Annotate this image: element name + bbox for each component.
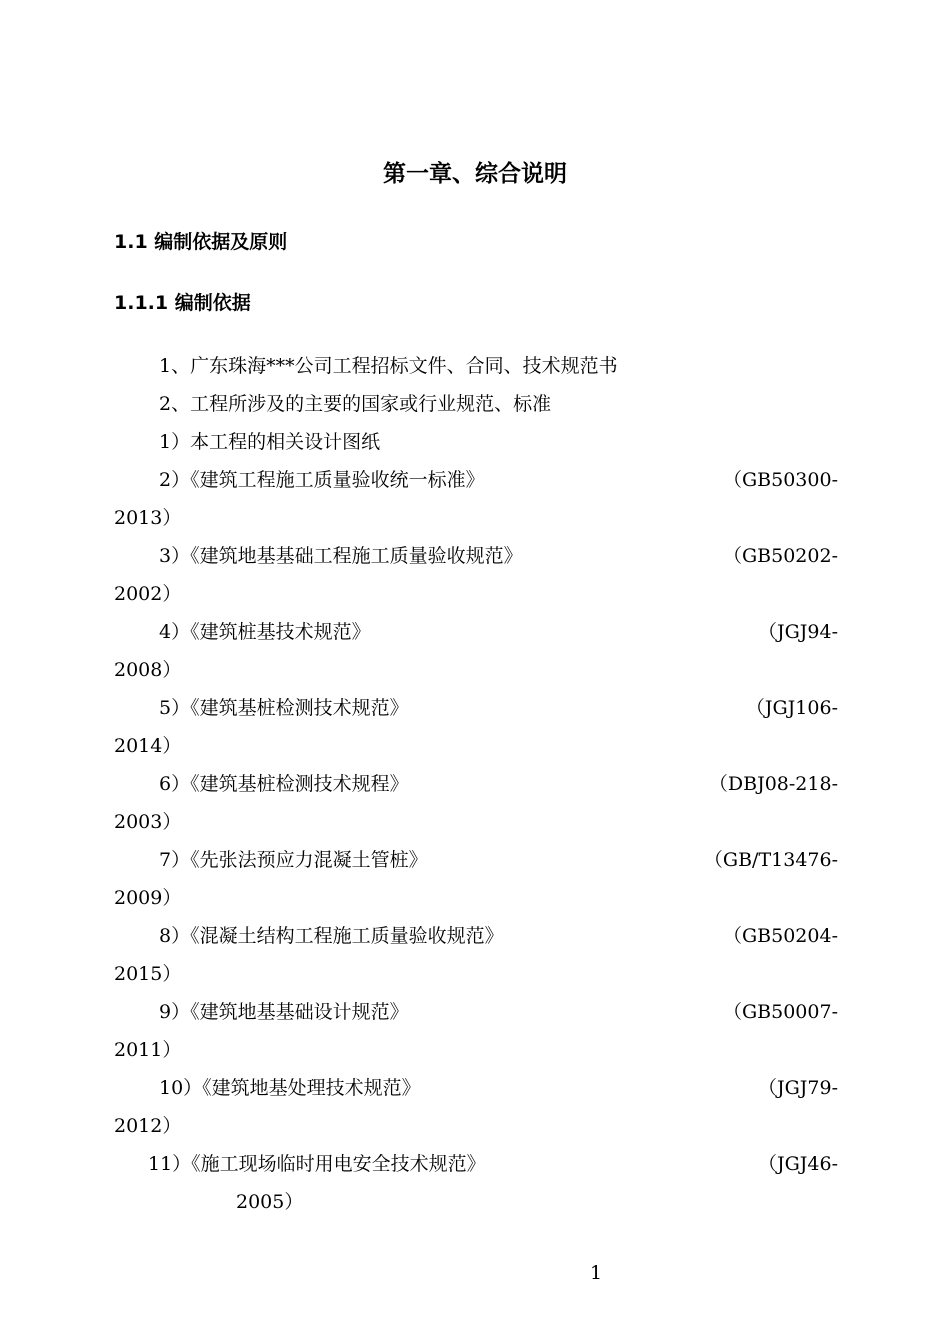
standard-title: 9）《建筑地基基础设计规范》 (159, 1001, 409, 1023)
standard-year: 2012） (114, 1115, 182, 1137)
standard-code: （GB/T13476- (703, 849, 838, 871)
standard-title: 8）《混凝土结构工程施工质量验收规范》 (159, 925, 504, 947)
chapter-title: 第一章、综合说明 (383, 161, 567, 187)
standard-item (114, 1148, 838, 1224)
standard-title: 6）《建筑基桩检测技术规程》 (159, 773, 409, 795)
standard-year: 2009） (114, 887, 182, 909)
standard-year: 2011） (114, 1039, 182, 1061)
basis-list (114, 350, 838, 1224)
standard-year: 2014） (114, 735, 182, 757)
standard-title: 4）《建筑桩基技术规范》 (159, 621, 371, 643)
standard-title: 10）《建筑地基处理技术规范》 (159, 1077, 421, 1099)
standard-title: 2）《建筑工程施工质量验收统一标准》 (159, 469, 485, 491)
standard-title: 5）《建筑基桩检测技术规范》 (159, 697, 409, 719)
standard-year: 2002） (114, 583, 182, 605)
standard-item (114, 844, 838, 920)
standard-title: 11）《施工现场临时用电安全技术规范》 (148, 1153, 486, 1175)
standard-item (114, 692, 838, 768)
basis-item: 1）本工程的相关设计图纸 (159, 431, 381, 453)
standard-code: （GB50300- (722, 469, 838, 491)
standard-code: （JGJ46- (757, 1153, 838, 1175)
standard-year: 2003） (114, 811, 182, 833)
standard-code: （JGJ79- (757, 1077, 838, 1099)
standard-year: 2008） (114, 659, 182, 681)
standard-code: （GB50007- (722, 1001, 838, 1023)
standard-code: （GB50204- (722, 925, 838, 947)
standard-item (114, 464, 838, 540)
standard-title: 3）《建筑地基基础工程施工质量验收规范》 (159, 545, 523, 567)
section-heading-1-1-1: 1.1.1 编制依据 (114, 292, 251, 314)
basis-item: 2、工程所涉及的主要的国家或行业规范、标准 (159, 393, 552, 415)
standard-code: （JGJ106- (745, 697, 838, 719)
standard-year: 2013） (114, 507, 182, 529)
basis-item: 1、广东珠海***公司工程招标文件、合同、技术规范书 (159, 355, 618, 377)
standard-year: 2005） (236, 1191, 304, 1213)
standard-item (114, 996, 838, 1072)
section-heading-1-1: 1.1 编制依据及原则 (114, 231, 288, 253)
standard-item (114, 920, 838, 996)
standard-item (114, 540, 838, 616)
standard-item (114, 1072, 838, 1148)
standard-code: （GB50202- (722, 545, 838, 567)
standard-item (114, 616, 838, 692)
standard-code: （JGJ94- (757, 621, 838, 643)
page-number: 1 (590, 1262, 603, 1284)
standard-year: 2015） (114, 963, 182, 985)
standard-code: （DBJ08-218- (708, 773, 838, 795)
standard-item (114, 768, 838, 844)
standard-title: 7）《先张法预应力混凝土管桩》 (159, 849, 428, 871)
